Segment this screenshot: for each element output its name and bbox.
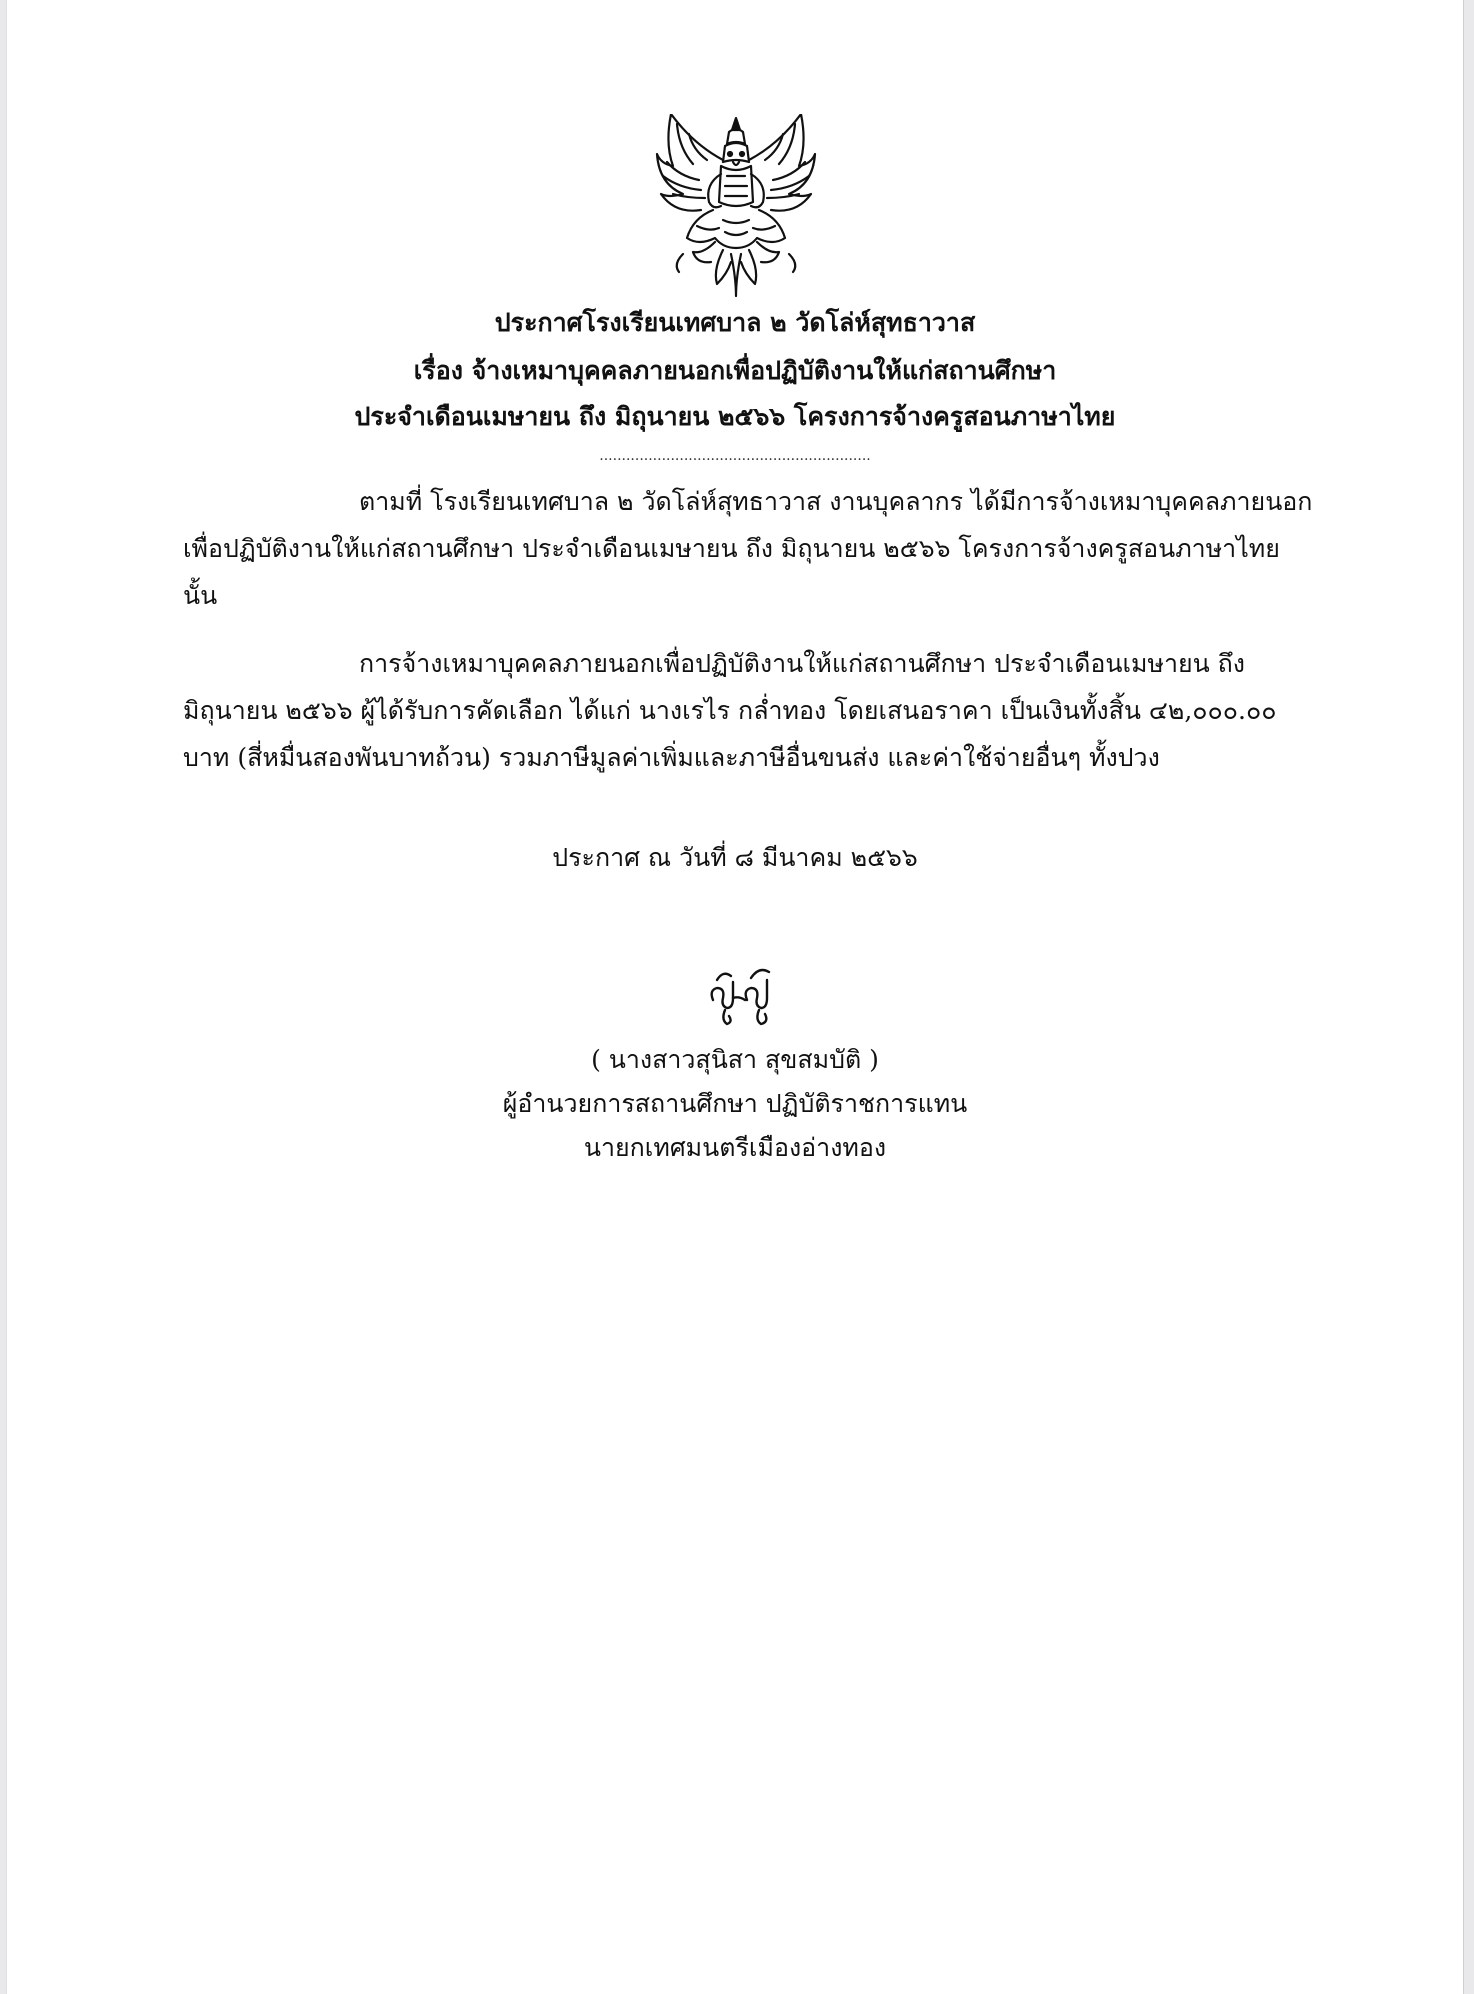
paragraph-background: [183, 478, 1313, 619]
paragraph-line: นั้น: [183, 581, 218, 610]
paragraph-line: เพื่อปฏิบัติงานให้แก่สถานศึกษา ประจำเดือนเมษายน ถึง มิถุนายน ๒๕๖๖ โครงการจ้างครูสอนภาษาไทย: [183, 534, 1280, 563]
document-subject: เรื่อง จ้างเหมาบุคคลภายนอกเพื่อปฏิบัติงานให้แก่สถานศึกษา: [413, 356, 1057, 385]
paragraph-line: บาท (สี่หมื่นสองพันบาทถ้วน) รวมภาษีมูลค่าเพิ่มและภาษีอื่นขนส่ง และค่าใช้จ่ายอื่นๆ ทั้งปวง: [183, 743, 1160, 772]
signatory-position: ผู้อำนวยการสถานศึกษา ปฏิบัติราชการแทน: [502, 1089, 968, 1118]
paragraph-line: มิถุนายน ๒๕๖๖ ผู้ได้รับการคัดเลือก ได้แก่ นางเรไร กล่ำทอง โดยเสนอราคา เป็นเงินทั้งสิ้น ๔๒,๐๐๐.๐๐: [183, 696, 1277, 725]
document-subject-period: ประจำเดือนเมษายน ถึง มิถุนายน ๒๕๖๖ โครงการจ้างครูสอนภาษาไทย: [354, 402, 1116, 431]
announcement-date: ประกาศ ณ วันที่ ๘ มีนาคม ๒๕๖๖: [552, 843, 918, 872]
title-separator: .............................................................: [599, 448, 871, 464]
signatory-block: [7, 1038, 1463, 1170]
handwritten-signature-icon: [703, 960, 785, 1028]
document-page: [6, 0, 1464, 1994]
paragraph-line: การจ้างเหมาบุคคลภายนอกเพื่อปฏิบัติงานให้แก่สถานศึกษา ประจำเดือนเมษายน ถึง: [359, 649, 1246, 678]
garuda-emblem-icon: [653, 114, 819, 300]
signatory-authority: นายกเทศมนตรีเมืองอ่างทอง: [583, 1133, 887, 1162]
paragraph-line: ตามที่ โรงเรียนเทศบาล ๒ วัดโล่ห์สุทธาวาส งานบุคลากร ได้มีการจ้างเหมาบุคคลภายนอก: [359, 487, 1313, 516]
signatory-name: ( นางสาวสุนิสา สุขสมบัติ ): [591, 1045, 879, 1074]
paragraph-result: [183, 640, 1277, 781]
document-title: ประกาศโรงเรียนเทศบาล ๒ วัดโล่ห์สุทธาวาส: [494, 308, 976, 337]
